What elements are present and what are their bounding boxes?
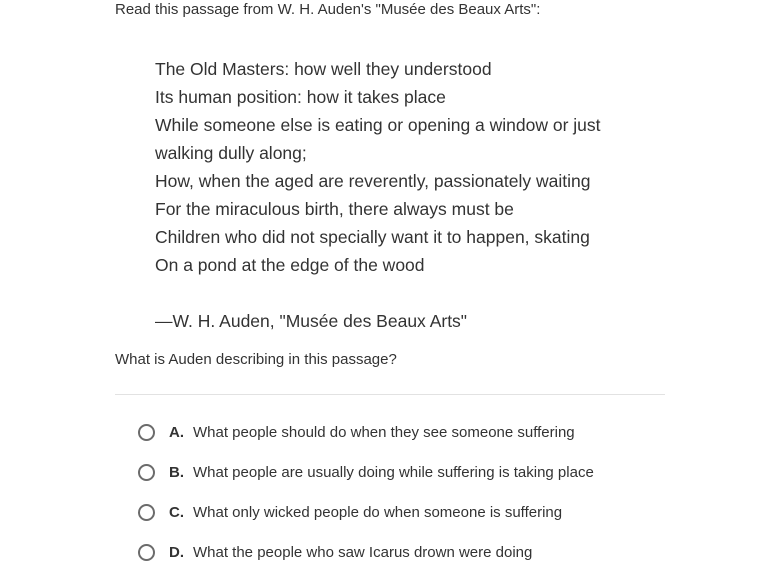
passage-intro: Read this passage from W. H. Auden's "Musée des Beaux Arts": xyxy=(115,1,541,18)
answer-options xyxy=(138,412,698,572)
poem-line: How, when the aged are reverently, passionately waiting xyxy=(155,171,591,191)
option-letter: A. xyxy=(169,423,184,441)
poem-line: On a pond at the edge of the wood xyxy=(155,255,425,275)
answer-option-d[interactable] xyxy=(138,532,698,572)
option-letter: C. xyxy=(169,503,184,521)
option-text: What the people who saw Icarus drown were doing xyxy=(193,543,533,561)
option-letter: D. xyxy=(169,543,184,561)
answer-option-c[interactable] xyxy=(138,492,698,532)
answer-option-a[interactable] xyxy=(138,412,698,452)
radio-button-c[interactable] xyxy=(138,504,155,521)
answer-option-b[interactable] xyxy=(138,452,698,492)
option-text: What only wicked people do when someone is suffering xyxy=(193,503,563,521)
poem-attribution: —W. H. Auden, "Musée des Beaux Arts" xyxy=(155,311,468,331)
question-prompt: What is Auden describing in this passage? xyxy=(115,351,397,368)
divider xyxy=(115,394,665,395)
option-letter: B. xyxy=(169,463,184,481)
poem-line: While someone else is eating or opening a window or just xyxy=(155,115,601,135)
radio-button-b[interactable] xyxy=(138,464,155,481)
poem-line: Children who did not specially want it to happen, skating xyxy=(155,227,590,247)
poem-line: Its human position: how it takes place xyxy=(155,87,446,107)
radio-button-d[interactable] xyxy=(138,544,155,561)
poem-line: walking dully along; xyxy=(155,143,307,163)
poem-passage xyxy=(155,55,635,279)
option-text: What people are usually doing while suffering is taking place xyxy=(193,463,594,481)
option-text: What people should do when they see someone suffering xyxy=(193,423,575,441)
radio-button-a[interactable] xyxy=(138,424,155,441)
poem-line: For the miraculous birth, there always must be xyxy=(155,199,514,219)
poem-line: The Old Masters: how well they understood xyxy=(155,59,492,79)
